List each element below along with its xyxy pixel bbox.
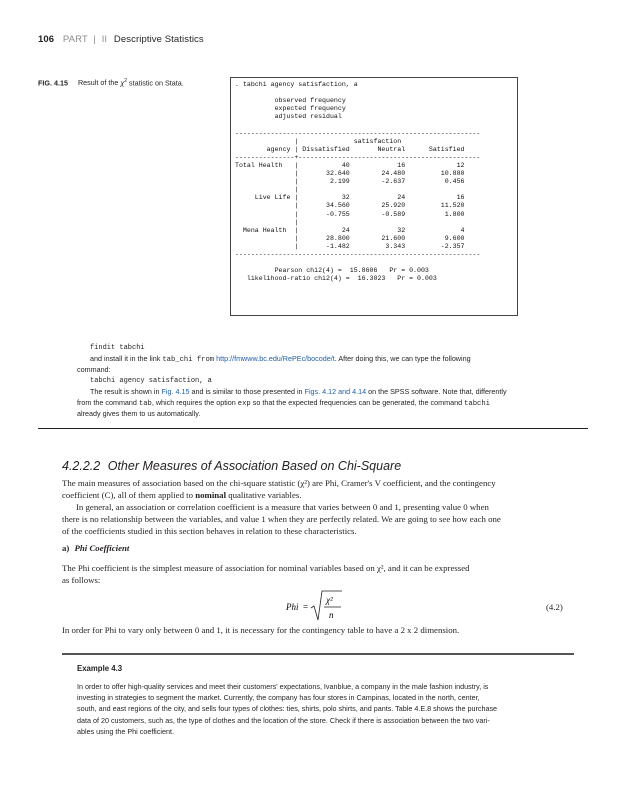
fig-ref-415[interactable]: Fig. 4.15 <box>161 387 190 396</box>
example-title: Example 4.3 <box>77 664 123 673</box>
example-line-4: data of 20 customers, such as, the type of clothes and the location of the store. Check if there is association between the two vari- <box>77 715 490 725</box>
example-line-5: ables using the Phi coefficient. <box>77 726 174 736</box>
para-2-line-2: there is no relationship between the variables, and value 1 when they are perfectly related. We are going to see how each one <box>62 514 501 524</box>
running-head <box>38 34 204 45</box>
section-number: 4.2.2.2 <box>62 459 101 473</box>
section-divider <box>38 428 588 429</box>
eq-lhs: Phi <box>286 602 299 612</box>
eq-equals: = <box>303 602 309 612</box>
para-4: In order for Phi to vary only between 0 and 1, it is necessary for the contingency table to have a 2 x 2 dimension. <box>62 625 460 635</box>
equation-number: (4.2) <box>546 602 563 612</box>
result2-text-3: so that the expected frequencies can be generated, the command <box>252 398 463 407</box>
para-2-line-3: of the coefficients studied in this section behaves in relation to these characteristics. <box>62 526 357 536</box>
install-line2: command: <box>77 365 111 374</box>
para-3-line-2: as follows: <box>62 575 101 585</box>
example-line-1: In order to offer high-quality services and meet their customers' expectations, Ivanblue, a company in the male fashion industry, is <box>77 682 489 691</box>
code-tab: tab <box>138 400 152 408</box>
result-line2 <box>77 398 490 410</box>
part-label: PART <box>62 34 88 45</box>
figure-caption <box>38 78 184 87</box>
stata-output-panel <box>230 77 518 316</box>
install-prefix: and install it in the link <box>90 354 161 363</box>
stata-output-text: . tabchi agency satisfaction, a observed frequency expected frequency adjusted residual -------------------------------------------------------------- | satisfaction agency | Dissatisfied Neutral Satisfied ---------------+---------------------------------------------- Total Health | 40 16 12 | 32.640 24.480 10.880 | 2.199 -2.637 0.456 | Live Life | 32 24 16 | 34.560 25.920 11.520 | -0.755 -0.589 1.800 | Mena Health | 24 32 4 | 28.800 21.600 9.600 | -1.482 3.343 -2.357 -------------------------------------------------------------- Pearson chi2(4) = 15.8606 Pr = 0.003 likelihood-ratio chi2(4) = 16.3023 Pr = 0.003 <box>235 81 481 283</box>
result-text-1: The result is shown in <box>90 387 160 396</box>
install-line <box>90 354 471 366</box>
result-text-2: and is similar to those presented in <box>191 387 303 396</box>
eq-numerator: χ² <box>326 595 333 605</box>
para-3-line-1: The Phi coefficient is the simplest measure of association for nominal variables based on χ², and it can be expressed <box>62 563 470 573</box>
example-line-2: investing in strategies to segment the market. Currently, the company has four stores in Campinas, located in the north, center, <box>77 693 480 703</box>
tabchi-command: tabchi agency satisfaction, a <box>90 377 212 385</box>
part-number: II <box>101 34 108 45</box>
install-command: findit tabchi <box>90 344 145 352</box>
para-2-line-1: In general, an association or correlation coefficient is a measure that varies between 0 and 1, presenting value 0 when <box>76 502 489 512</box>
eq-denominator: n <box>329 610 334 620</box>
p1-text-c: qualitative variables. <box>228 490 302 500</box>
section-heading <box>62 459 401 473</box>
example-line-3: south, and east regions of the city, and sells four types of clothes: ties, shirts, polo shirts, and pants. Table 4.E.8 shows the purchase <box>77 704 498 714</box>
section-title-header: Descriptive Statistics <box>113 34 204 45</box>
example-top-rule <box>62 653 574 655</box>
example-text <box>77 681 565 737</box>
figure-label: FIG. 4.15 <box>38 78 68 88</box>
para-1-line-2 <box>62 490 570 501</box>
result2-text-2: , which requires the option <box>151 398 236 407</box>
phi-heading-label: a) <box>62 543 70 553</box>
code-tabchi: tabchi <box>464 400 490 408</box>
install-code: tab_chi from <box>162 356 215 364</box>
p1-text-a: coefficient (C), all of them applied to <box>62 490 194 500</box>
fig-ref-412-414[interactable]: Figs. 4.12 and 4.14 <box>304 387 367 396</box>
install-url[interactable]: http://fmwww.bc.edu/RePEc/bocode/t <box>216 354 335 363</box>
result2-text-1: from the command <box>77 398 137 407</box>
p1-nominal: nominal <box>195 490 227 500</box>
phi-heading-title: Phi Coefficient <box>74 543 130 553</box>
caption-chi: χ <box>120 78 125 88</box>
install-suffix: . After doing this, we can type the following <box>334 354 471 363</box>
part-separator: | <box>93 34 96 45</box>
code-exp: exp <box>237 400 251 408</box>
para-1-line-1: The main measures of association based on the chi-square statistic (χ²) are Phi, Cramer's V coefficient, and the contingency <box>62 478 496 488</box>
caption-sup: 2 <box>124 78 128 84</box>
result-line1 <box>90 387 507 398</box>
result-text-3: on the SPSS software. Note that, differently <box>368 387 507 396</box>
phi-heading <box>62 543 129 553</box>
caption-suffix: statistic on Stata. <box>129 78 184 88</box>
page-number: 106 <box>38 34 55 45</box>
caption-prefix: Result of the <box>77 78 119 88</box>
result-line3: already gives them to us automatically. <box>77 409 201 418</box>
phi-equation-graphic <box>286 586 366 630</box>
section-heading-title: Other Measures of Association Based on Chi-Square <box>107 459 402 473</box>
